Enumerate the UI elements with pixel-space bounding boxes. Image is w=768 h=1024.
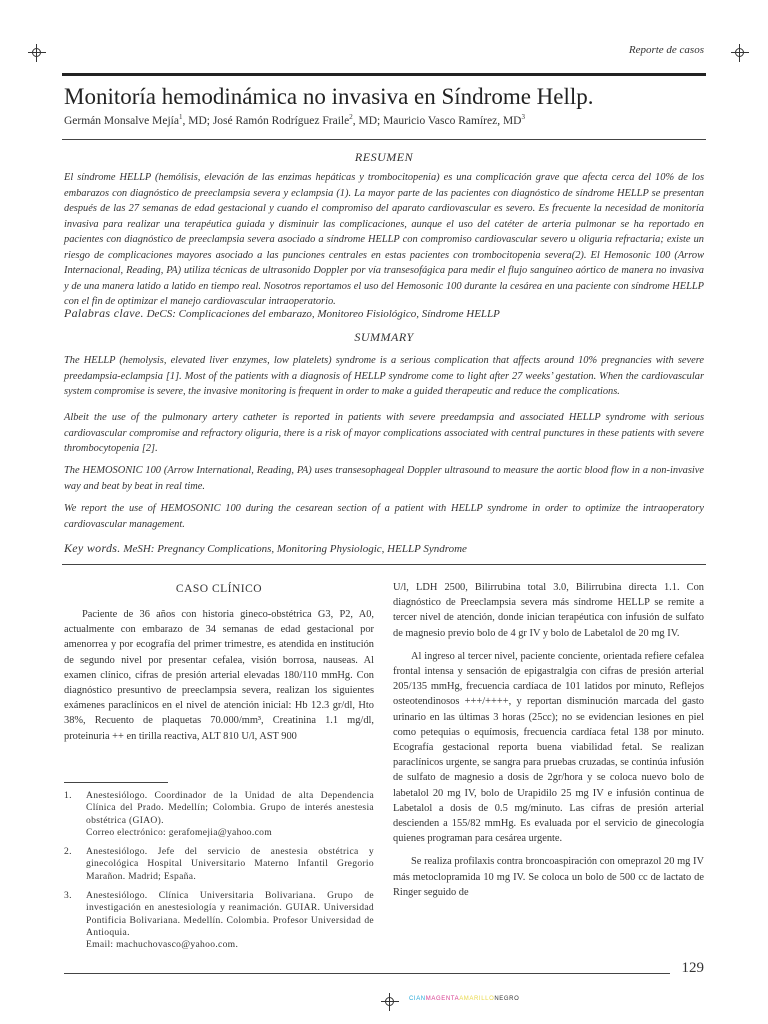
keywords-text: DeCS: Complicaciones del embarazo, Monitoreo Fisiológico, Síndrome HELLP (146, 308, 500, 320)
section-label: Reporte de casos (628, 44, 704, 56)
authors-line (64, 113, 704, 127)
authors-rule (62, 139, 706, 140)
footnote-1: 1. Anestesiólogo. Coordinador de la Unidad de alta Dependencia Clínica del Prado. Medellín; Colombia. Grupo de interés anestesia obstétrica (GIAO). Correo electrónico: gerafomejia@yahoo.com (64, 790, 374, 838)
article-title: Monitoría hemodinámica no invasiva en Síndrome Hellp. (64, 84, 594, 109)
case-right-paragraph-3: Se realiza profilaxis contra broncoaspiración con omeprazol 20 mg IV más metoclopramida 10 mg IV. Se coloca un bolo de 500 cc de lactato de Ringer seguido de (393, 856, 704, 898)
case-heading: CASO CLÍNICO (175, 583, 263, 595)
resumen-keywords (64, 306, 704, 321)
footnote-2: 2. Anestesiólogo. Jefe del servicio de anestesia obstétrica y ginecológica Hospital Universitario Materno Infantil Gregorio Marañon. Madrid; España. (64, 846, 374, 882)
case-right-paragraph-2: Al ingreso al tercer nivel, paciente conciente, orientada refiere cefalea frontal intensa y sensación de epigastralgia con cifras de presión arterial 205/135 mmHg, frecuencia cardíaca de 101 latidos por minuto, Reflejos osteotendinosos +++/++++, y reportan disminución marcada del gasto urinario en las últimas 3 horas (25cc); no se evidencian lesiones en piel como petequias o equímosis, frecuencia cardíaca fetal 138 por minuto. Ecografía gestacional reporta buena viabilidad fetal. Se realizan paraclínicos urgente, se sangra para pruebas cruzadas, se continúa infusión de sulfato de magnesio a dosis de 2gr/hora y se coloca nuevo bolo de labetalol 20 mg IV, bolo de Urapidilo 25 mg IV e infusión continua de Labetalol a dosis de 0.5 mg/minuto. Las cifras de presión arterial descienden a 155/82 mmHg. Es evaluada por el servicio de ginecología quienes programan para cesárea urgente. (393, 650, 704, 845)
case-right-paragraph-1: U/l, LDH 2500, Bilirrubina total 3.0, Bilirrubina directa 1.1. Con diagnóstico de Preeclampsia severa más síndrome HELLP se remite a tercer nivel de atención, donde inician terapéutica con infusión de sulfato de magnesio previo bolo de 4 gr IV y bolo de Labetalol de 20 mg IV. (393, 582, 704, 639)
footer-rule (64, 973, 670, 974)
color-black: NEGRO (494, 996, 520, 1002)
resumen-heading: RESUMEN (354, 150, 414, 164)
author-2: José Ramón Rodríguez Fraile$^2$, MD; (212, 113, 381, 127)
page-number: 129 (681, 960, 704, 976)
footnote-rule (64, 782, 168, 783)
summary-paragraph-1: The HELLP (hemolysis, elevated liver enzymes, low platelets) syndrome is a serious complication that affects around 10% pregnancies with severe preedampsia-eclampsia [1]. Most of the patients with a diagnosis of HELLP syndrome come to light after 27 weeks’ gestation. When the cardiovascular system compromise is severe, the invasive monitoring is frequent in order to make a guided therapeutic and reduce the complications. (64, 355, 704, 397)
summary-rule (62, 564, 706, 565)
footnotes (64, 790, 374, 959)
case-left-column (64, 607, 374, 744)
registration-mark-bottom (381, 993, 399, 1011)
summary-keywords (64, 541, 704, 556)
summary-heading: SUMMARY (354, 330, 414, 344)
print-color-bar (409, 996, 519, 1002)
key-words-text: MeSH: Pregnancy Complications, Monitoring Physiologic, HELLP Syndrome (123, 543, 467, 555)
footnote-1-email: Correo electrónico: gerafomejia@yahoo.com (86, 826, 273, 838)
author-1: Germán Monsalve Mejía$^1$, MD; (64, 113, 210, 127)
color-yellow: AMARILLO (459, 996, 495, 1002)
footnote-3: 3. Anestesiólogo. Clínica Universitaria Bolivariana. Grupo de investigación en anestesiología y reanimación. GUIAR. Universidad Pontificia Bolivariana. Medellín. Colombia. Profesor Universidad de Antioquia. Email: machuchovasco@yahoo.com. (64, 890, 374, 951)
summary-paragraph-4: We report the use of HEMOSONIC 100 during the cesarean section of a patient with HELLP syndrome in order to optimize the intraoperatory cardiovascular management. (64, 503, 704, 530)
key-words-label: Key words. (64, 541, 121, 555)
color-cyan: CIAN (409, 996, 426, 1002)
keywords-label: Palabras clave. (64, 306, 144, 320)
case-left-paragraph: Paciente de 36 años con historia gineco-obstétrica G3, P2, A0, actualmente con embarazo de 34 semanas de edad gestacional por amenorrea y por ecografía del primer trimestre, es atendida en institución de segundo nivel por presentar cefalea, visión borrosa, nauseas. Al examen clínico, cifras de presión arterial elevadas 180/110 mmHg. Con diagnóstico presuntivo de preeclampsia severa, realizan los siguientes exámenes paraclínicos en el nivel de atención inicial: Hb 12.3 gr/dl, Hto 38%, Recuento de plaquetas 70.000/mm³, Creatinina 1.1 mg/dl, proteinuria ++ en tirilla reactiva, ALT 810 U/l, AST 900 (64, 609, 374, 742)
author-3: Mauricio Vasco Ramírez, $MD^3$ (383, 113, 525, 127)
footnote-3-email: Email: machuchovasco@yahoo.com. (86, 939, 239, 951)
case-right-column (393, 580, 704, 900)
color-magenta: MAGENTA (425, 996, 460, 1002)
resumen-body: El síndrome HELLP (hemólisis, elevación de las enzimas hepáticas y trombocitopenia) es una complicación grave que afecta cerca del 10% de los embarazos con diagnóstico de preeclampsia severa y eclampsia (1). La mayor parte de las pacientes con diagnóstico de síndrome HELLP se presentan después de las 27 semanas de edad gestacional y cuando el compromiso del aparato cardiovascular es severo. Es frecuente la necesidad de monitoría invasiva para realizar una terapéutica guiada y disminuir las complicaciones, aunque el uso del catéter de arteria pulmonar se ha reportado en pacientes con diagnóstico de preeclampsia severa asociado a síndrome HELLP con compromiso cardiovascular severo u oliguria refractaria; existe un riesgo de complicaciones mayores asociado a las punciones centrales en estas pacientes con trombocitopenia severa(2). El Hemosonic 100 (Arrow Internacional, Reading, PA) utiliza técnicas de ultrasonido Doppler por vía transesofágica para medir el flujo sanguíneo aórtico de manera no invasiva y de una manera latido a latido en tiempo real. Nosotros reportamos el uso del Hemosonic 100 durante la cesárea en una paciente con síndrome HELLP con el fin de optimizar el manejo cardiovascular intraoperatorio. (64, 172, 704, 307)
summary-paragraph-3: The HEMOSONIC 100 (Arrow International, Reading, PA) uses transesophageal Doppler ultrasound to measure the aortic blood flow in a non-invasive way and beat by beat in real time. (64, 465, 704, 492)
header-rule (62, 73, 706, 76)
registration-mark-top-left (28, 44, 46, 62)
registration-mark-top-right (731, 44, 749, 62)
summary-paragraph-2: Albeit the use of the pulmonary artery catheter is reported in patients with severe preedampsia and associated HELLP syndrome with serious cardiovascular compromise and refractory oliguria, there is a risk of mayor complications associated with central punctures in these patients with severe thrombocytopenia [2]. (64, 412, 704, 454)
